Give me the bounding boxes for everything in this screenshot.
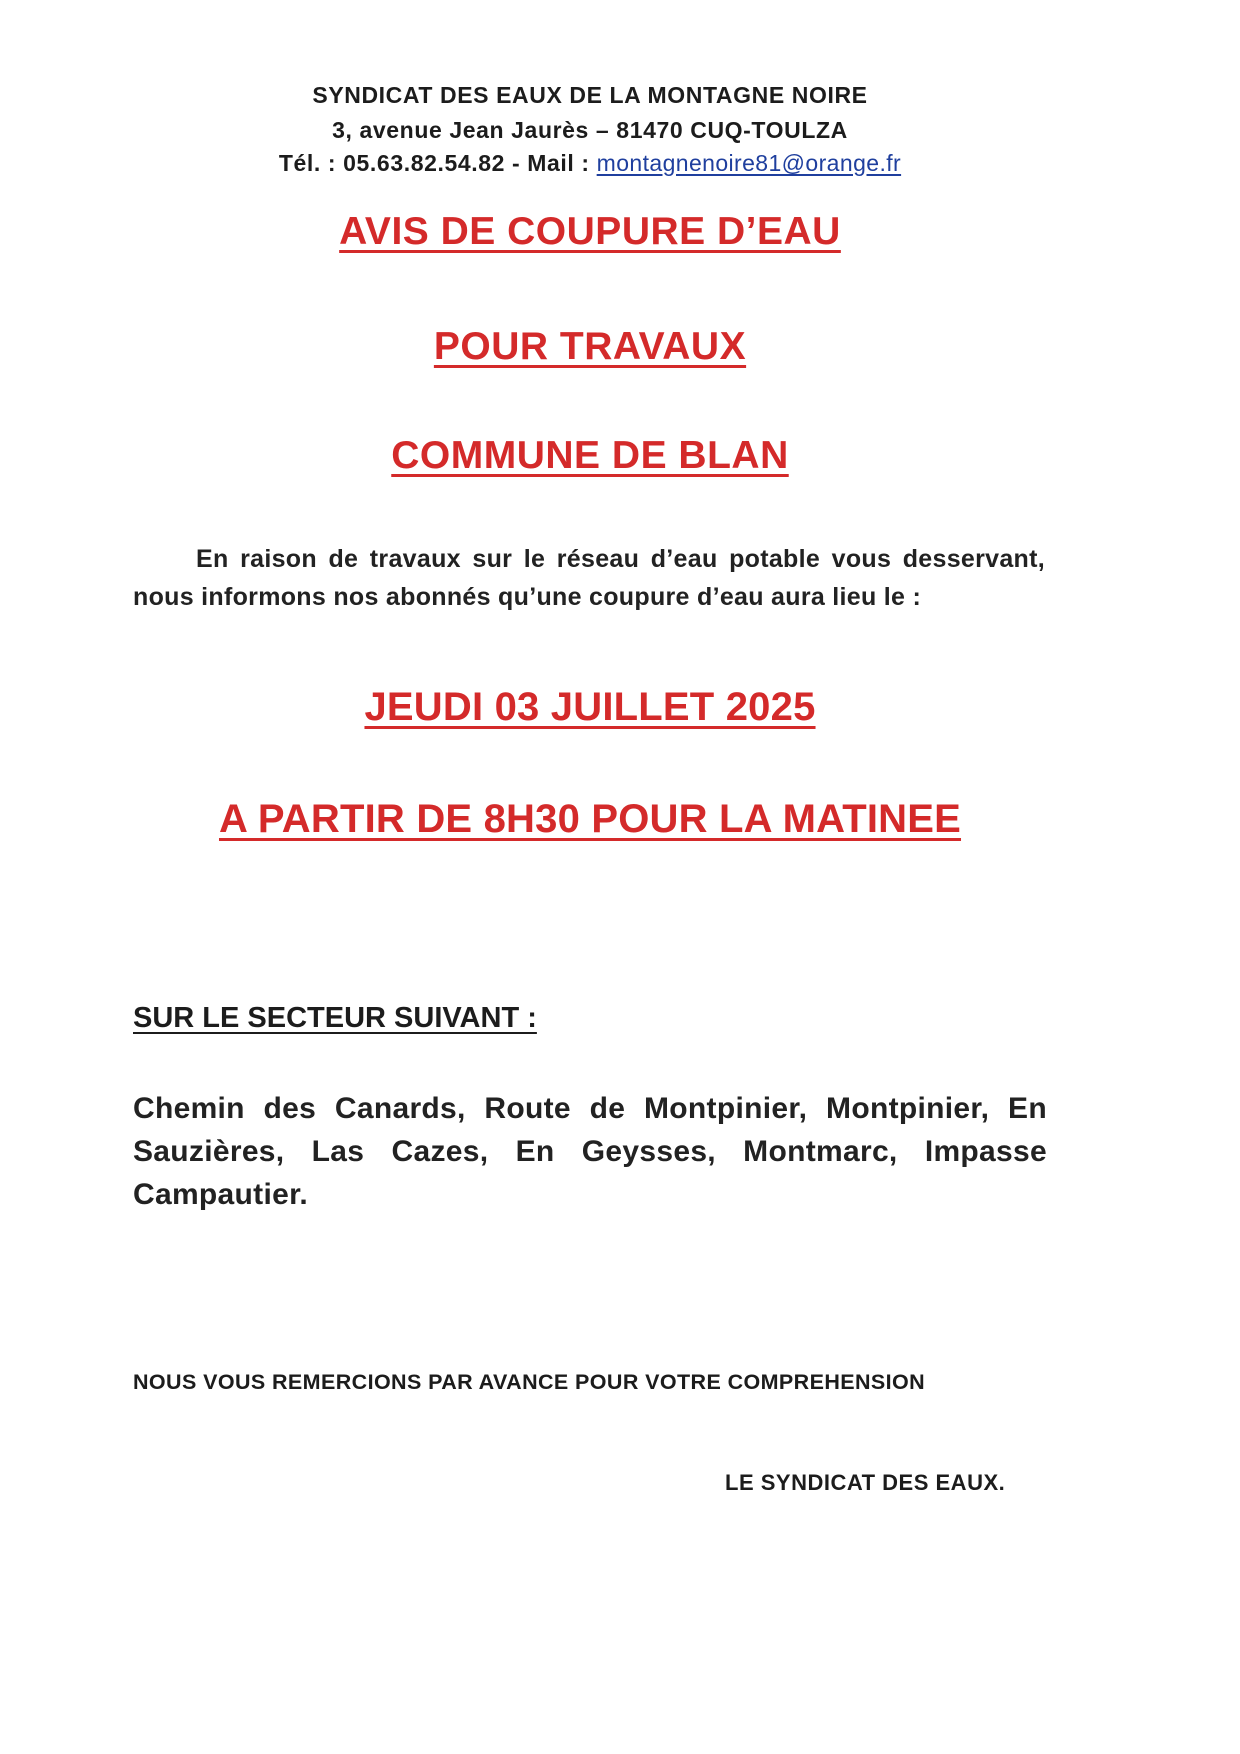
email-link[interactable]: montagnenoire81@orange.fr: [596, 150, 902, 176]
contact-line: [0, 150, 1180, 177]
organization-address: 3, avenue Jean Jaurès – 81470 CUQ-TOULZA: [332, 117, 848, 143]
thanks-note: NOUS VOUS REMERCIONS PAR AVANCE POUR VOTRE COMPREHENSION: [133, 1370, 926, 1394]
intro-paragraph: En raison de travaux sur le réseau d’eau potable vous desservant, nous informons nos abonnés qu’une coupure d’eau aura lieu le :: [133, 545, 1045, 611]
signature: LE SYNDICAT DES EAUX.: [725, 1470, 1006, 1495]
mail-label: - Mail :: [505, 150, 597, 176]
notice-title: AVIS DE COUPURE D’EAU: [339, 210, 841, 253]
organization-name: SYNDICAT DES EAUX DE LA MONTAGNE NOIRE: [312, 82, 868, 108]
outage-time: A PARTIR DE 8H30 POUR LA MATINEE: [218, 797, 962, 841]
sector-heading: SUR LE SECTEUR SUIVANT :: [133, 1002, 537, 1034]
commune-title: COMMUNE DE BLAN: [391, 434, 789, 477]
sector-list: Chemin des Canards, Route de Montpinier, Montpinier, En Sauzières, Las Cazes, En Geysses, Montmarc, Impasse Campautier.: [133, 1092, 1047, 1211]
notice-subtitle: POUR TRAVAUX: [433, 325, 747, 368]
outage-date: JEUDI 03 JUILLET 2025: [364, 685, 816, 729]
phone-number: Tél. : 05.63.82.54.82: [278, 150, 506, 176]
